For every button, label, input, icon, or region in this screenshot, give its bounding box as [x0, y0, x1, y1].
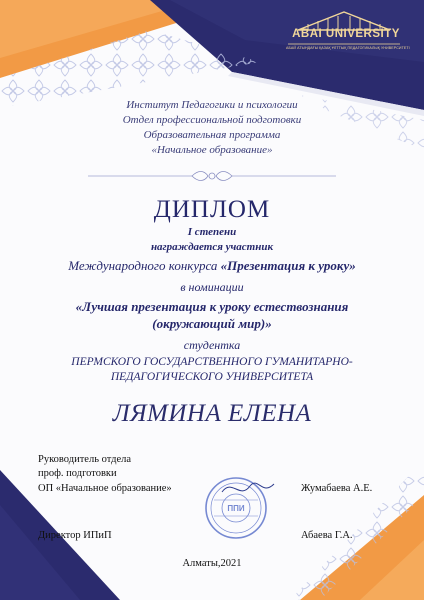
nomination-line-2: (окружающий мир)» — [152, 316, 272, 331]
competition-prefix: Международного конкурса — [68, 258, 221, 273]
program-name: «Начальное образование» — [151, 144, 273, 156]
university-line-2: ПЕДАГОГИЧЕСКОГО УНИВЕРСИТЕТА — [110, 371, 314, 383]
diploma-title: ДИПЛОМ — [153, 196, 271, 223]
official-stamp-icon — [206, 478, 266, 538]
program-label: Образовательная программа — [143, 129, 281, 141]
logo-wordmark: ABAI UNIVERSITY — [292, 28, 400, 40]
signature-scribble-icon — [222, 483, 274, 492]
head-title-line-2: проф. подготовки — [38, 468, 117, 479]
head-signatory-name: Жумабаева А.Е. — [301, 483, 373, 494]
competition-name: «Презентация к уроку» — [220, 258, 356, 273]
director-title: Директор ИПиП — [38, 530, 112, 541]
logo-subtitle: АБАЙ АТЫНДАҒЫ ҚАЗАҚ ҰЛТТЫҚ ПЕДАГОГИКАЛЫҚ УНИВЕРСИТЕТІ — [286, 46, 410, 50]
recipient-name: ЛЯМИНА ЕЛЕНА — [112, 400, 312, 427]
department-name: Отдел профессиональной подготовки — [122, 114, 302, 126]
institute-name: Институт Педагогики и психологии — [126, 99, 298, 111]
city-year: Алматы,2021 — [182, 558, 242, 569]
head-title-line-1: Руководитель отдела — [38, 454, 132, 465]
nomination-title — [0, 298, 424, 332]
degree: I степени — [187, 226, 237, 238]
divider-ornament-icon — [192, 172, 232, 181]
student-label: студентка — [183, 338, 241, 352]
awarded-text: награждается участник — [150, 241, 274, 253]
director-name: Абаева Г.А. — [301, 530, 353, 541]
university-name — [0, 355, 424, 385]
competition-line — [0, 258, 424, 274]
nomination-label: в номинации — [180, 280, 244, 294]
university-line-1: ПЕРМСКОГО ГОСУДАРСТВЕННОГО ГУМАНИТАРНО- — [71, 356, 353, 368]
svg-text:ППИ: ППИ — [227, 504, 245, 513]
nomination-line-1: «Лучшая презентация к уроку естествознания — [75, 299, 349, 314]
head-title-line-3: ОП «Начальное образование» — [38, 483, 172, 494]
